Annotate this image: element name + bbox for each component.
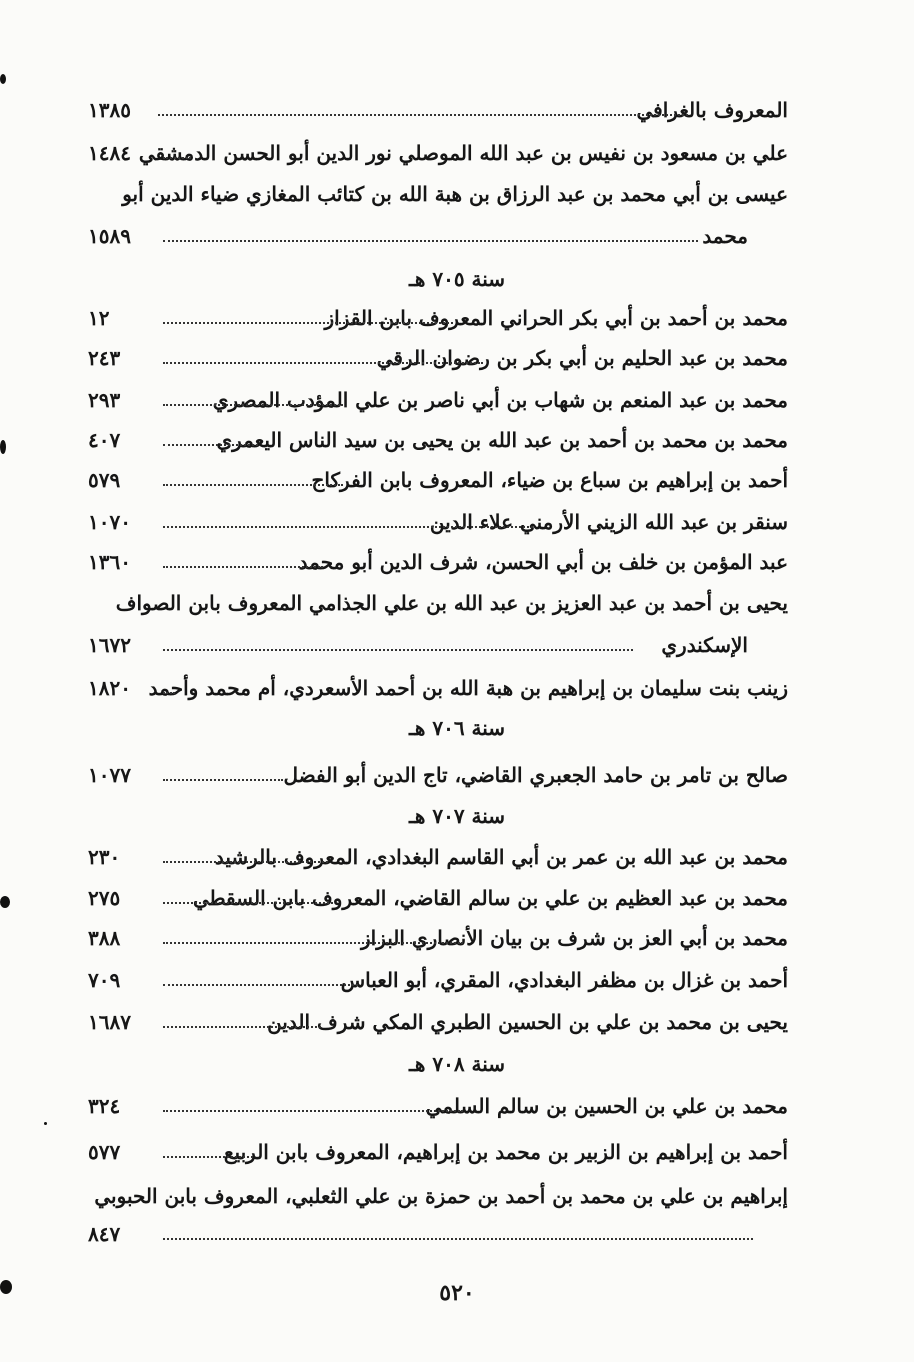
entry-page: ١٦٨٧	[88, 1010, 131, 1034]
entry-name: محمد بن محمد بن أحمد بن عبد الله بن يحيى بن سيد الناس اليعمري	[216, 428, 788, 452]
leader-dots	[163, 779, 283, 781]
index-entry	[88, 98, 788, 132]
leader-dots	[163, 526, 533, 528]
leader-dots	[163, 1110, 463, 1112]
entry-page: ٢٣٠	[88, 845, 121, 869]
entry-name: محمد بن علي بن الحسين بن سالم السلمي	[425, 1094, 788, 1118]
index-entry	[88, 388, 788, 422]
entry-name-continued: محمد	[702, 224, 748, 248]
leader-dots	[163, 444, 258, 446]
index-entry	[88, 550, 788, 584]
entry-name: محمد بن عبد المنعم بن شهاب بن أبي ناصر بن علي المؤدب المصري	[212, 388, 788, 412]
entry-name: المعروف بالغرافي	[636, 98, 788, 122]
leader-dots	[163, 984, 358, 986]
leader-dots	[163, 1238, 753, 1240]
index-entry	[88, 346, 788, 380]
entry-name: إبراهيم بن علي بن محمد بن أحمد بن حمزة بن علي الثعلبي، المعروف بابن الحبوبي	[94, 1184, 788, 1208]
index-entry	[88, 886, 788, 920]
index-entry-line	[88, 591, 788, 625]
entry-page: ٢٩٣	[88, 388, 121, 412]
leader-dots	[163, 322, 453, 324]
entry-page: ٣٨٨	[88, 926, 121, 950]
year-heading: سنة ٧٠٨ هـ	[408, 1052, 506, 1076]
index-entry	[88, 141, 788, 175]
entry-name: أحمد بن إبراهيم بن الزبير بن محمد بن إبراهيم، المعروف بابن الربيع	[223, 1140, 788, 1164]
leader-dots	[163, 566, 323, 568]
entry-name: أحمد بن غزال بن مظفر البغدادي، المقري، أبو العباس	[340, 968, 788, 992]
year-heading: سنة ٧٠٥ هـ	[408, 267, 506, 291]
entry-name: محمد بن عبد العظيم بن علي بن سالم القاضي، المعروف بابن السقطي	[192, 886, 788, 910]
entry-page: ١٥٨٩	[88, 224, 131, 248]
entry-name: محمد بن عبد الحليم بن أبي بكر بن رضوان الرقي	[376, 346, 788, 370]
index-entry	[88, 468, 788, 502]
leader-dots	[163, 362, 483, 364]
index-entry	[88, 306, 788, 340]
entry-page: ١٠٧٧	[88, 763, 131, 787]
entry-page: ٥٧٧	[88, 1140, 121, 1164]
leader-dots	[163, 157, 191, 159]
entry-name: زينب بنت سليمان بن إبراهيم بن هبة الله بن أحمد الأسعردي، أم محمد وأحمد	[148, 676, 788, 700]
entry-name: صالح بن تامر بن حامد الجعبري القاضي، تاج الدين أبو الفضل	[283, 763, 788, 787]
entry-name-continued: الإسكندري	[661, 633, 748, 657]
scan-mark	[0, 896, 10, 908]
entry-page: ١٤٨٤	[88, 141, 131, 165]
index-entry	[88, 633, 788, 667]
leader-dots	[163, 649, 633, 651]
entry-page: ٨٤٧	[88, 1222, 121, 1246]
index-entry	[88, 1222, 788, 1256]
entry-name: سنقر بن عبد الله الزيني الأرمني علاء الدين	[429, 510, 788, 534]
entry-page: ٥٧٩	[88, 468, 121, 492]
index-entry-line	[88, 182, 788, 216]
index-entry	[88, 763, 788, 797]
leader-dots	[163, 240, 698, 242]
page-number: ٥٢٠	[439, 1280, 475, 1306]
index-entry	[88, 224, 788, 258]
entry-name: عبد المؤمن بن خلف بن أبي الحسن، شرف الدين أبو محمد	[298, 550, 788, 574]
index-entry	[88, 1010, 788, 1044]
leader-dots	[163, 902, 333, 904]
entry-page: ٧٠٩	[88, 968, 121, 992]
scan-mark	[0, 1280, 12, 1294]
index-entry	[88, 676, 788, 710]
leader-dots	[163, 484, 343, 486]
leader-dots	[163, 1156, 253, 1158]
entry-page: ٣٢٤	[88, 1094, 121, 1118]
scan-mark	[0, 74, 6, 84]
entry-name: محمد بن أحمد بن أبي بكر الحراني المعروف بابن القزاز	[324, 306, 788, 330]
index-entry	[88, 926, 788, 960]
entry-page: ١٦٧٢	[88, 633, 131, 657]
entry-name: محمد بن عبد الله بن عمر بن أبي القاسم البغدادي، المعروف بالرشيد	[214, 845, 788, 869]
entry-page: ١٨٢٠	[88, 676, 131, 700]
entry-page: ٢٧٥	[88, 886, 121, 910]
leader-dots	[163, 861, 328, 863]
leader-dots	[163, 1026, 321, 1028]
leader-dots	[158, 114, 688, 116]
scan-speck	[44, 1122, 47, 1125]
entry-page: ٤٠٧	[88, 428, 121, 452]
entry-page: ٢٤٣	[88, 346, 121, 370]
index-entry	[88, 1094, 788, 1128]
leader-dots	[163, 942, 463, 944]
entry-name: عيسى بن أبي محمد بن عبد الرزاق بن هبة الله بن كتائب المغازي ضياء الدين أبو	[122, 182, 788, 206]
entry-name: علي بن مسعود بن نفيس بن عبد الله الموصلي نور الدين أبو الحسن الدمشقي	[138, 141, 788, 165]
entry-page: ١٣٨٥	[88, 98, 131, 122]
leader-dots	[163, 692, 175, 694]
index-entry	[88, 428, 788, 462]
scan-mark	[0, 440, 6, 454]
entry-page: ١٣٦٠	[88, 550, 131, 574]
index-entry	[88, 1140, 788, 1174]
leader-dots	[163, 404, 343, 406]
year-heading: سنة ٧٠٧ هـ	[408, 804, 506, 828]
index-entry	[88, 845, 788, 879]
index-entry-line	[88, 1184, 788, 1218]
index-entry	[88, 510, 788, 544]
year-heading: سنة ٧٠٦ هـ	[408, 716, 506, 740]
index-entry	[88, 968, 788, 1002]
entry-page: ١٠٧٠	[88, 510, 131, 534]
entry-name: محمد بن أبي العز بن شرف بن بيان الأنصاري البزاز	[361, 926, 788, 950]
entry-name: يحيى بن محمد بن علي بن الحسين الطبري المكي شرف الدين	[267, 1010, 788, 1034]
entry-name: أحمد بن إبراهيم بن سباع بن ضياء، المعروف بابن الفركاح	[311, 468, 788, 492]
entry-page: ١٢	[88, 306, 110, 330]
entry-name: يحيى بن أحمد بن عبد العزيز بن عبد الله بن علي الجذامي المعروف بابن الصواف	[115, 591, 788, 615]
